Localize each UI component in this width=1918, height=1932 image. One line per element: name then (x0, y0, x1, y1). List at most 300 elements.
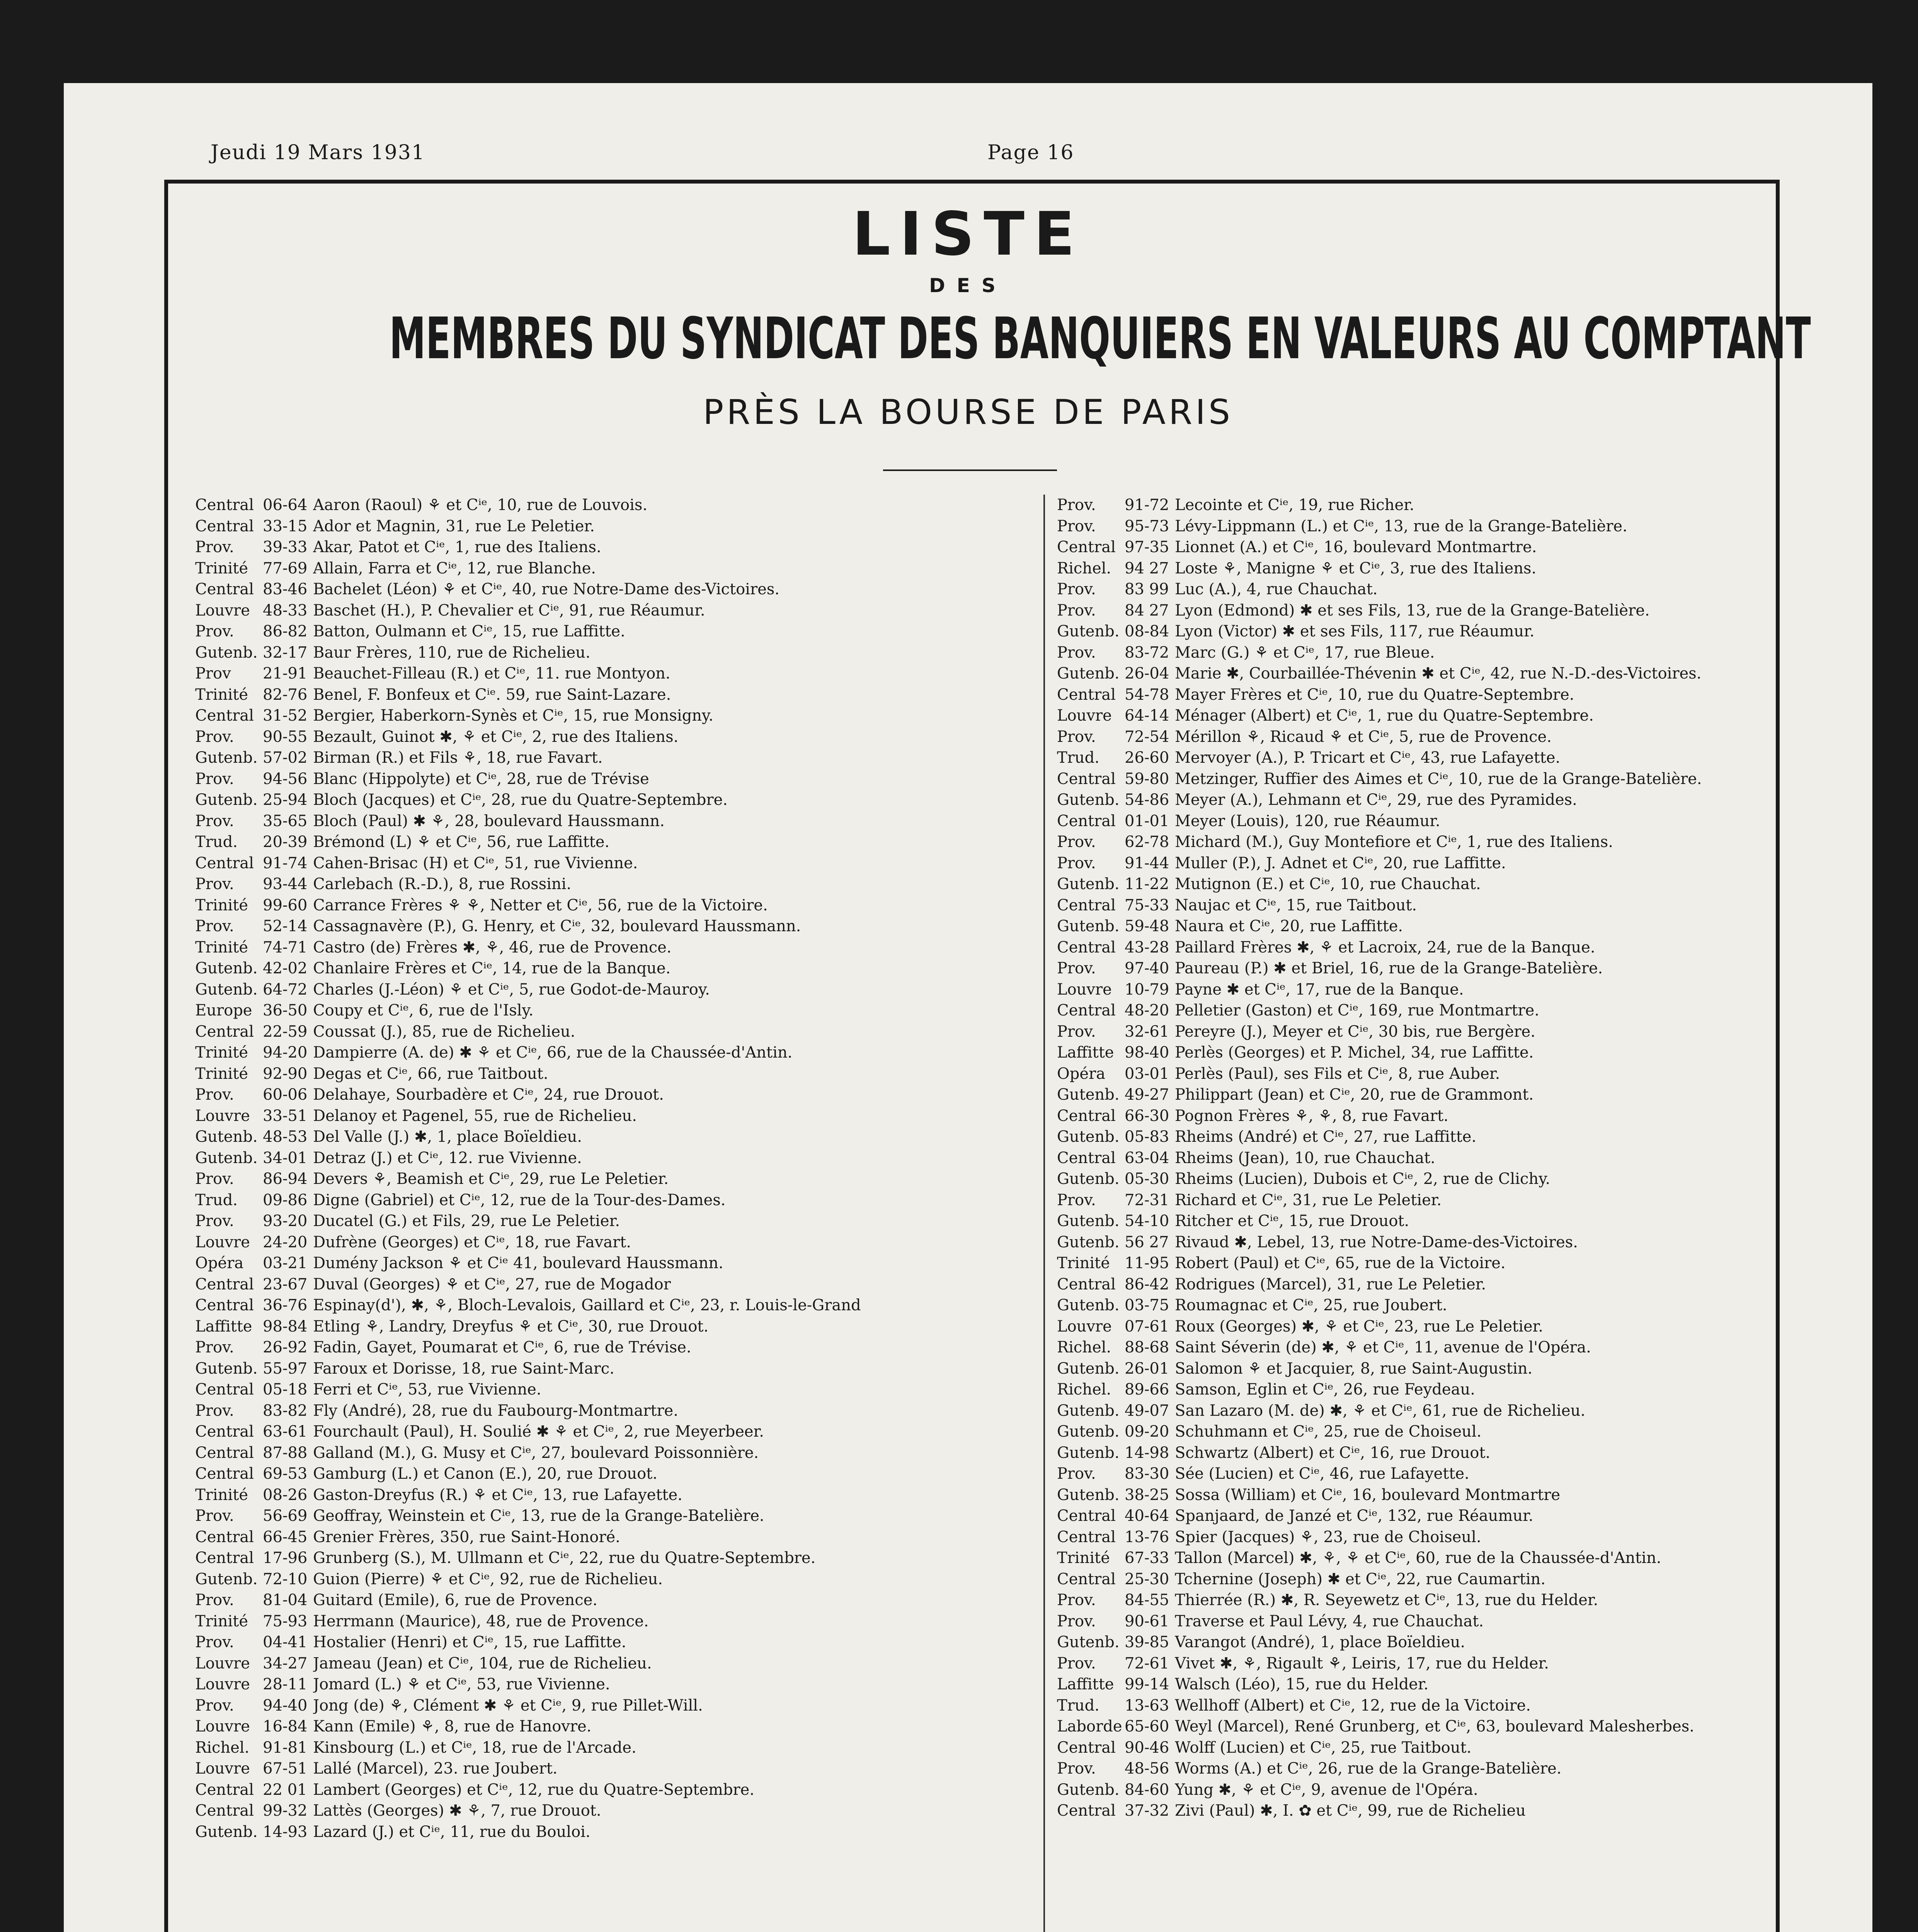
member-bureau: Central (1057, 1738, 1116, 1757)
member-name: Michard (M.), Guy Montefiore et Cⁱᵉ, 1, rue des Italiens. (1175, 833, 1613, 851)
member-row (1057, 1695, 1803, 1716)
member-phone: 25-30 (1125, 1570, 1169, 1588)
member-row (1057, 1400, 1803, 1422)
member-phone: 54-86 (1125, 791, 1169, 809)
member-phone: 11-95 (1125, 1254, 1169, 1272)
member-name: Rheims (Jean), 10, rue Chauchat. (1175, 1149, 1435, 1167)
member-name: Lambert (Georges) et Cⁱᵉ, 12, rue du Quatre-Septembre. (313, 1781, 755, 1799)
member-phone: 08-84 (1125, 622, 1169, 640)
member-bureau: Prov. (195, 1338, 234, 1356)
member-bureau: Louvre (195, 1718, 250, 1735)
member-phone: 98-40 (1125, 1044, 1169, 1061)
member-row (1057, 789, 1803, 811)
member-bureau: Prov. (195, 875, 234, 893)
member-name: Espinay(d'), ✱, ⚘, Bloch-Levalois, Gaillard et Cⁱᵉ, 23, r. Louis-le-Grand (313, 1296, 861, 1314)
member-row (1057, 1485, 1803, 1506)
member-bureau: Gutenb. (1057, 1233, 1120, 1251)
members-list-right (1057, 495, 1803, 1821)
member-phone: 09-86 (263, 1191, 308, 1209)
member-bureau: Gutenb. (1057, 875, 1120, 893)
member-bureau: Trinité (195, 1044, 248, 1061)
member-row (1057, 705, 1803, 726)
member-row (195, 705, 1036, 726)
member-phone: 87-88 (263, 1444, 308, 1462)
member-name: Robert (Paul) et Cⁱᵉ, 65, rue de la Victoire. (1175, 1254, 1506, 1272)
member-bureau: Prov. (195, 770, 234, 788)
member-row (195, 1632, 1036, 1653)
member-bureau: Prov. (1057, 601, 1096, 619)
member-name: Batton, Oulmann et Cⁱᵉ, 15, rue Laffitte. (313, 622, 625, 640)
member-name: Marc (G.) ⚘ et Cⁱᵉ, 17, rue Bleue. (1175, 643, 1435, 662)
member-bureau: Gutenb. (195, 1570, 258, 1588)
member-name: Naura et Cⁱᵉ, 20, rue Laffitte. (1175, 917, 1403, 935)
member-phone: 75-93 (263, 1612, 308, 1630)
member-row (1057, 1148, 1803, 1169)
member-bureau: Gutenb. (1057, 1633, 1120, 1651)
member-row (195, 1168, 1036, 1190)
member-name: Pelletier (Gaston) et Cⁱᵉ, 169, rue Montmartre. (1175, 1002, 1540, 1019)
member-row (1057, 1548, 1803, 1569)
member-bureau: Trinité (195, 938, 248, 956)
member-phone: 94-20 (263, 1044, 308, 1061)
member-phone: 84-60 (1125, 1781, 1169, 1799)
member-row (1057, 1779, 1803, 1801)
member-phone: 99-32 (263, 1802, 308, 1820)
member-name: Roux (Georges) ✱, ⚘ et Cⁱᵉ, 23, rue Le Peletier. (1175, 1317, 1544, 1335)
member-row (1057, 1337, 1803, 1358)
member-phone: 43-28 (1125, 938, 1169, 956)
member-bureau: Gutenb. (1057, 791, 1120, 809)
member-phone: 03-21 (263, 1254, 308, 1272)
member-bureau: Central (195, 580, 254, 598)
member-bureau: Central (1057, 938, 1116, 956)
member-phone: 13-76 (1125, 1528, 1169, 1546)
member-phone: 48-33 (263, 601, 308, 619)
member-bureau: Prov. (1057, 1591, 1096, 1609)
member-phone: 64-14 (1125, 707, 1169, 724)
member-name: Aaron (Raoul) ⚘ et Cⁱᵉ, 10, rue de Louvois. (313, 496, 648, 514)
member-phone: 55-97 (263, 1359, 308, 1378)
member-name: Detraz (J.) et Cⁱᵉ, 12. rue Vivienne. (313, 1149, 582, 1167)
member-phone: 57-02 (263, 749, 308, 767)
member-name: Cassagnavère (P.), G. Henry, et Cⁱᵉ, 32, boulevard Haussmann. (313, 917, 801, 935)
member-phone: 83-30 (1125, 1465, 1169, 1483)
member-name: Sée (Lucien) et Cⁱᵉ, 46, rue Lafayette. (1175, 1465, 1469, 1483)
member-bureau: Central (1057, 1528, 1116, 1546)
column-divider (1043, 495, 1045, 1932)
member-phone: 10-79 (1125, 980, 1169, 998)
member-row (1057, 1126, 1803, 1148)
member-row (1057, 663, 1803, 684)
member-name: Tchernine (Joseph) ✱ et Cⁱᵉ, 22, rue Caumartin. (1175, 1570, 1546, 1588)
member-row (195, 1674, 1036, 1695)
member-row (195, 979, 1036, 1000)
member-name: Akar, Patot et Cⁱᵉ, 1, rue des Italiens. (313, 538, 601, 556)
member-row (195, 1063, 1036, 1085)
member-row (1057, 1000, 1803, 1021)
title-subtitle: PRÈS LA BOURSE DE PARIS (703, 392, 1233, 432)
member-bureau: Central (195, 1781, 254, 1799)
member-row (1057, 642, 1803, 663)
member-name: Traverse et Paul Lévy, 4, rue Chauchat. (1175, 1612, 1484, 1630)
member-row (195, 895, 1036, 916)
member-name: Coupy et Cⁱᵉ, 6, rue de l'Isly. (313, 1002, 534, 1019)
member-row (195, 1463, 1036, 1485)
member-row (195, 1105, 1036, 1127)
member-row (195, 958, 1036, 979)
member-bureau: Gutenb. (1057, 1486, 1120, 1504)
member-name: Rheims (Lucien), Dubois et Cⁱᵉ, 2, rue de Clichy. (1175, 1170, 1550, 1188)
member-phone: 91-44 (1125, 854, 1169, 872)
member-name: Ducatel (G.) et Fils, 29, rue Le Peletier. (313, 1212, 620, 1230)
member-phone: 28-11 (263, 1675, 308, 1693)
member-bureau: Louvre (1057, 707, 1112, 724)
member-name: Ménager (Albert) et Cⁱᵉ, 1, rue du Quatre-Septembre. (1175, 707, 1594, 724)
member-name: Delahaye, Sourbadère et Cⁱᵉ, 24, rue Drouot. (313, 1086, 664, 1104)
member-row (195, 1548, 1036, 1569)
member-phone: 26-01 (1125, 1359, 1169, 1378)
member-phone: 84-55 (1125, 1591, 1169, 1609)
member-phone: 82-76 (263, 685, 308, 704)
member-row (1057, 1527, 1803, 1548)
member-row (1057, 979, 1803, 1000)
member-name: Allain, Farra et Cⁱᵉ, 12, rue Blanche. (313, 559, 596, 577)
member-bureau: Central (1057, 812, 1116, 830)
member-name: Herrmann (Maurice), 48, rue de Provence. (313, 1612, 649, 1630)
member-name: Fly (André), 28, rue du Faubourg-Montmartre. (313, 1401, 678, 1420)
member-phone: 94-56 (263, 770, 308, 788)
member-phone: 32-17 (263, 643, 308, 662)
member-bureau: Louvre (1057, 980, 1112, 998)
member-name: Coussat (J.), 85, rue de Richelieu. (313, 1022, 575, 1041)
member-bureau: Central (195, 1022, 254, 1041)
member-bureau: Prov. (1057, 517, 1096, 535)
member-phone: 67-51 (263, 1760, 308, 1777)
member-bureau: Central (195, 496, 254, 514)
member-phone: 91-72 (1125, 496, 1169, 514)
member-bureau: Europe (195, 1002, 252, 1019)
member-row (195, 1274, 1036, 1295)
member-name: Lévy-Lippmann (L.) et Cⁱᵉ, 13, rue de la Grange-Batelière. (1175, 517, 1627, 535)
member-phone: 05-30 (1125, 1170, 1169, 1188)
member-phone: 36-50 (263, 1002, 308, 1019)
member-phone: 49-07 (1125, 1401, 1169, 1420)
member-row (1057, 747, 1803, 769)
member-phone: 21-91 (263, 665, 308, 682)
member-phone: 36-76 (263, 1296, 308, 1314)
member-bureau: Trinité (195, 1065, 248, 1083)
member-phone: 32-61 (1125, 1022, 1169, 1041)
member-name: San Lazaro (M. de) ✱, ⚘ et Cⁱᵉ, 61, rue de Richelieu. (1175, 1401, 1586, 1420)
member-phone: 22 01 (263, 1781, 307, 1799)
member-name: Mervoyer (A.), P. Tricart et Cⁱᵉ, 43, rue Lafayette. (1175, 749, 1561, 767)
member-row (195, 1316, 1036, 1337)
member-name: Richard et Cⁱᵉ, 31, rue Le Peletier. (1175, 1191, 1442, 1209)
member-bureau: Central (195, 1381, 254, 1398)
member-bureau: Prov. (195, 622, 234, 640)
member-row (195, 1653, 1036, 1674)
member-name: Varangot (André), 1, place Boïeldieu. (1175, 1633, 1465, 1651)
member-name: Marie ✱, Courbaillée-Thévenin ✱ et Cⁱᵉ, 42, rue N.-D.-des-Victoires. (1175, 665, 1702, 682)
member-phone: 01-01 (1125, 812, 1169, 830)
member-bureau: Trinité (195, 1486, 248, 1504)
member-phone: 86-82 (263, 622, 308, 640)
title-rule (883, 469, 1057, 471)
member-row (195, 1485, 1036, 1506)
member-phone: 34-27 (263, 1654, 308, 1672)
member-name: Faroux et Dorisse, 18, rue Saint-Marc. (313, 1359, 614, 1378)
member-phone: 64-72 (263, 980, 308, 998)
member-phone: 97-35 (1125, 538, 1169, 556)
member-phone: 90-55 (263, 728, 308, 746)
member-phone: 38-25 (1125, 1486, 1169, 1504)
member-name: Del Valle (J.) ✱, 1, place Boïeldieu. (313, 1128, 582, 1146)
member-row (195, 1232, 1036, 1253)
member-phone: 67-33 (1125, 1549, 1169, 1567)
member-name: Spier (Jacques) ⚘, 23, rue de Choiseul. (1175, 1528, 1481, 1546)
member-row (1057, 1190, 1803, 1211)
member-bureau: Central (195, 1802, 254, 1820)
member-bureau: Central (1057, 1802, 1116, 1820)
member-phone: 91-81 (263, 1738, 308, 1757)
member-name: Lyon (Edmond) ✱ et ses Fils, 13, rue de la Grange-Batelière. (1175, 601, 1650, 619)
member-bureau: Gutenb. (1057, 1212, 1120, 1230)
member-name: Carrance Frères ⚘ ⚘, Netter et Cⁱᵉ, 56, rue de la Victoire. (313, 896, 768, 914)
member-phone: 65-60 (1125, 1718, 1169, 1735)
member-name: Ador et Magnin, 31, rue Le Peletier. (313, 517, 595, 535)
member-row (1057, 1442, 1803, 1464)
member-name: Pereyre (J.), Meyer et Cⁱᵉ, 30 bis, rue Bergère. (1175, 1022, 1535, 1041)
member-row (195, 1527, 1036, 1548)
member-row (195, 1211, 1036, 1232)
member-bureau: Trinité (195, 1612, 248, 1630)
member-row (1057, 1505, 1803, 1527)
member-name: Devers ⚘, Beamish et Cⁱᵉ, 29, rue Le Peletier. (313, 1170, 669, 1188)
member-row (1057, 558, 1803, 579)
header-date: Jeudi 19 Mars 1931 (211, 141, 425, 164)
member-name: Guitard (Emile), 6, rue de Provence. (313, 1591, 597, 1609)
member-bureau: Prov. (1057, 1465, 1096, 1483)
member-row (195, 1695, 1036, 1716)
member-name: Perlès (Paul), ses Fils et Cⁱᵉ, 8, rue Auber. (1175, 1065, 1500, 1083)
member-phone: 08-26 (263, 1486, 308, 1504)
member-phone: 91-74 (263, 854, 308, 872)
member-phone: 60-06 (263, 1086, 308, 1104)
member-bureau: Louvre (195, 1107, 250, 1125)
member-phone: 90-46 (1125, 1738, 1169, 1757)
member-name: Saint Séverin (de) ✱, ⚘ et Cⁱᵉ, 11, avenue de l'Opéra. (1175, 1338, 1591, 1356)
member-row (1057, 1800, 1803, 1821)
member-name: Hostalier (Henri) et Cⁱᵉ, 15, rue Laffitte. (313, 1633, 626, 1651)
member-bureau: Central (195, 517, 254, 535)
member-name: Muller (P.), J. Adnet et Cⁱᵉ, 20, rue Laffitte. (1175, 854, 1506, 872)
member-phone: 25-94 (263, 791, 308, 809)
member-row (195, 1126, 1036, 1148)
member-phone: 20-39 (263, 833, 308, 851)
member-row (195, 1253, 1036, 1274)
member-name: Sossa (William) et Cⁱᵉ, 16, boulevard Montmartre (1175, 1486, 1561, 1504)
member-name: Blanc (Hippolyte) et Cⁱᵉ, 28, rue de Trévise (313, 770, 649, 788)
member-bureau: Trud. (1057, 749, 1099, 767)
member-phone: 35-65 (263, 812, 308, 830)
member-name: Mérillon ⚘, Ricaud ⚘ et Cⁱᵉ, 5, rue de Provence. (1175, 728, 1552, 746)
member-bureau: Prov. (195, 1170, 234, 1188)
member-phone: 83-72 (1125, 643, 1169, 662)
member-row (1057, 1611, 1803, 1632)
member-row (195, 1337, 1036, 1358)
member-bureau: Gutenb. (1057, 1359, 1120, 1378)
member-row (195, 1421, 1036, 1442)
member-bureau: Trud. (195, 833, 238, 851)
member-phone: 09-20 (1125, 1423, 1169, 1440)
member-name: Baschet (H.), P. Chevalier et Cⁱᵉ, 91, rue Réaumur. (313, 601, 705, 619)
member-bureau: Trinité (195, 896, 248, 914)
member-bureau: Trud. (195, 1191, 238, 1209)
member-row (195, 600, 1036, 621)
member-bureau: Gutenb. (195, 1823, 258, 1841)
member-bureau: Gutenb. (195, 791, 258, 809)
member-row (195, 747, 1036, 769)
member-row (1057, 1042, 1803, 1063)
member-bureau: Prov. (195, 917, 234, 935)
member-name: Brémond (L) ⚘ et Cⁱᵉ, 56, rue Laffitte. (313, 833, 610, 851)
member-phone: 72-10 (263, 1570, 308, 1588)
member-bureau: Central (195, 1528, 254, 1546)
member-phone: 24-20 (263, 1233, 308, 1251)
member-name: Grenier Frères, 350, rue Saint-Honoré. (313, 1528, 620, 1546)
member-name: Dumény Jackson ⚘ et Cⁱᵉ 41, boulevard Haussmann. (313, 1254, 723, 1272)
member-row (1057, 895, 1803, 916)
member-bureau: Central (1057, 896, 1116, 914)
member-bureau: Gutenb. (1057, 1423, 1120, 1440)
member-row (195, 1737, 1036, 1759)
member-phone: 92-90 (263, 1065, 308, 1083)
member-name: Jameau (Jean) et Cⁱᵉ, 104, rue de Richelieu. (313, 1654, 652, 1672)
member-row (195, 642, 1036, 663)
member-name: Ritcher et Cⁱᵉ, 15, rue Drouot. (1175, 1212, 1409, 1230)
member-bureau: Gutenb. (195, 1128, 258, 1146)
member-name: Thierrée (R.) ✱, R. Seyewetz et Cⁱᵉ, 13, rue du Helder. (1175, 1591, 1598, 1609)
member-row (195, 1295, 1036, 1316)
title-liste: LISTE (852, 199, 1084, 269)
member-name: Carlebach (R.-D.), 8, rue Rossini. (313, 875, 572, 893)
member-phone: 93-44 (263, 875, 308, 893)
member-phone: 72-54 (1125, 728, 1169, 746)
member-phone: 81-04 (263, 1591, 308, 1609)
member-row (1057, 853, 1803, 874)
member-phone: 48-20 (1125, 1002, 1169, 1019)
member-bureau: Prov. (1057, 580, 1096, 598)
member-row (195, 1590, 1036, 1611)
member-bureau: Prov. (1057, 496, 1096, 514)
member-row (195, 1021, 1036, 1043)
member-name: Vivet ✱, ⚘, Rigault ⚘, Leiris, 17, rue du Helder. (1175, 1654, 1549, 1672)
member-phone: 90-61 (1125, 1612, 1169, 1630)
member-phone: 95-73 (1125, 517, 1169, 535)
member-name: Payne ✱ et Cⁱᵉ, 17, rue de la Banque. (1175, 980, 1464, 998)
member-row (1057, 537, 1803, 558)
member-bureau: Richel. (1057, 1381, 1111, 1398)
member-phone: 04-41 (263, 1633, 308, 1651)
member-bureau: Trinité (195, 685, 248, 704)
member-name: Zivi (Paul) ✱, I. ✿ et Cⁱᵉ, 99, rue de Richelieu (1175, 1802, 1526, 1820)
member-phone: 22-59 (263, 1022, 308, 1041)
member-name: Delanoy et Pagenel, 55, rue de Richelieu. (313, 1107, 637, 1125)
member-phone: 89-66 (1125, 1381, 1169, 1398)
member-phone: 83-82 (263, 1401, 308, 1420)
member-name: Jomard (L.) ⚘ et Cⁱᵉ, 53, rue Vivienne. (313, 1675, 610, 1693)
member-bureau: Central (1057, 538, 1116, 556)
member-bureau: Central (195, 1465, 254, 1483)
member-bureau: Gutenb. (195, 959, 258, 977)
member-name: Tallon (Marcel) ✱, ⚘, ⚘ et Cⁱᵉ, 60, rue de la Chaussée-d'Antin. (1175, 1549, 1661, 1567)
member-bureau: Prov. (195, 1401, 234, 1420)
member-name: Naujac et Cⁱᵉ, 15, rue Taitbout. (1175, 896, 1417, 914)
member-name: Bloch (Jacques) et Cⁱᵉ, 28, rue du Quatre-Septembre. (313, 791, 728, 809)
member-name: Samson, Eglin et Cⁱᵉ, 26, rue Feydeau. (1175, 1381, 1475, 1398)
member-row (195, 769, 1036, 790)
member-name: Gaston-Dreyfus (R.) ⚘ et Cⁱᵉ, 13, rue Lafayette. (313, 1486, 682, 1504)
member-name: Schuhmann et Cⁱᵉ, 25, rue de Choiseul. (1175, 1423, 1482, 1440)
member-phone: 97-40 (1125, 959, 1169, 977)
member-name: Galland (M.), G. Musy et Cⁱᵉ, 27, boulevard Poissonnière. (313, 1444, 759, 1462)
member-phone: 99-60 (263, 896, 308, 914)
member-row (1057, 1232, 1803, 1253)
member-phone: 66-30 (1125, 1107, 1169, 1125)
member-row (1057, 916, 1803, 937)
member-phone: 56-69 (263, 1507, 308, 1525)
member-name: Meyer (Louis), 120, rue Réaumur. (1175, 812, 1440, 830)
member-row (1057, 937, 1803, 958)
member-phone: 84 27 (1125, 601, 1169, 619)
member-bureau: Gutenb. (1057, 1128, 1120, 1146)
member-bureau: Prov. (195, 1507, 234, 1525)
member-row (1057, 1421, 1803, 1442)
member-name: Mayer Frères et Cⁱᵉ, 10, rue du Quatre-Septembre. (1175, 685, 1574, 704)
member-name: Lionnet (A.) et Cⁱᵉ, 16, boulevard Montmartre. (1175, 538, 1537, 556)
member-phone: 26-92 (263, 1338, 308, 1356)
member-bureau: Louvre (195, 601, 250, 619)
member-phone: 40-64 (1125, 1507, 1169, 1525)
member-row (1057, 1084, 1803, 1105)
member-row (195, 621, 1036, 642)
member-bureau: Trinité (195, 559, 248, 577)
member-row (195, 1190, 1036, 1211)
member-phone: 23-67 (263, 1275, 308, 1293)
member-name: Spanjaard, de Janzé et Cⁱᵉ, 132, rue Réaumur. (1175, 1507, 1533, 1525)
member-phone: 42-02 (263, 959, 308, 977)
member-name: Wellhoff (Albert) et Cⁱᵉ, 12, rue de la Victoire. (1175, 1696, 1531, 1714)
page-content (64, 83, 1872, 1932)
member-bureau: Gutenb. (1057, 1781, 1120, 1799)
member-phone: 33-51 (263, 1107, 308, 1125)
member-phone: 98-84 (263, 1317, 308, 1335)
member-phone: 83 99 (1125, 580, 1169, 598)
member-phone: 93-20 (263, 1212, 308, 1230)
member-bureau: Prov. (195, 1633, 234, 1651)
member-bureau: Central (195, 854, 254, 872)
member-name: Paureau (P.) ✱ et Briel, 16, rue de la Grange-Batelière. (1175, 959, 1603, 977)
member-bureau: Prov. (195, 1086, 234, 1104)
member-bureau: Prov. (1057, 643, 1096, 662)
member-row (1057, 1463, 1803, 1485)
member-phone: 26-04 (1125, 665, 1169, 682)
member-phone: 13-63 (1125, 1696, 1169, 1714)
member-name: Weyl (Marcel), René Grunberg, et Cⁱᵉ, 63, boulevard Malesherbes. (1175, 1718, 1695, 1735)
member-bureau: Central (1057, 1002, 1116, 1019)
member-name: Guion (Pierre) ⚘ et Cⁱᵉ, 92, rue de Richelieu. (313, 1570, 663, 1588)
member-row (1057, 1316, 1803, 1337)
